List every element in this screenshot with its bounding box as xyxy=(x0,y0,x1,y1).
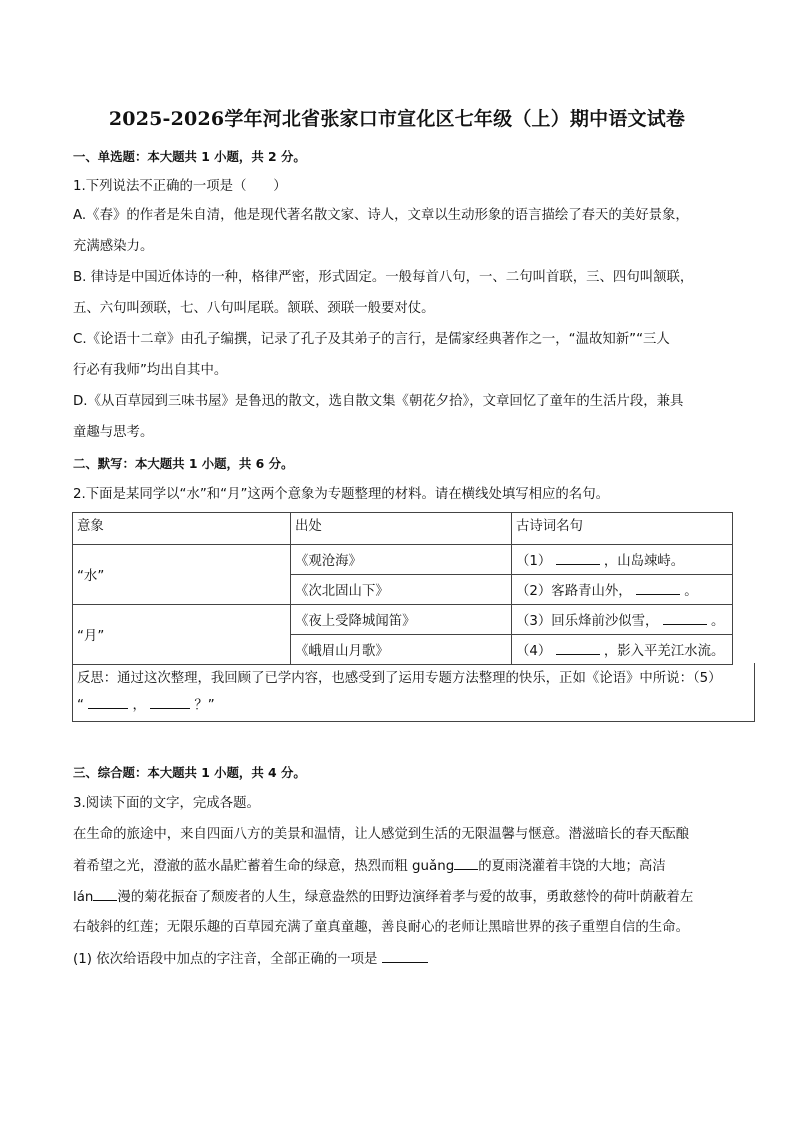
table-row xyxy=(73,545,733,575)
answer-blank[interactable] xyxy=(556,642,600,655)
source-cell: 《观沧海》 xyxy=(291,545,512,575)
verse-prefix: （3）回乐烽前沙似雪， xyxy=(516,614,659,629)
passage-text: 漫的菊花振奋了颓废者的人生，绿意盎然的田野边演绎着孝与爱的故事，勇敢慈怜的荷叶荫蔽着左 xyxy=(117,890,694,905)
verse-suffix: ，山岛竦峙。 xyxy=(603,554,685,569)
answer-blank[interactable] xyxy=(382,950,428,963)
header-image: 意象 xyxy=(73,513,291,545)
verse-cell xyxy=(512,605,733,635)
poetry-table xyxy=(72,512,733,665)
verse-cell xyxy=(512,575,733,605)
verse-prefix: （1） xyxy=(516,554,552,569)
verse-cell xyxy=(512,545,733,575)
answer-blank[interactable] xyxy=(150,696,190,709)
option-c-line-2: 行必有我师”均出自其中。 xyxy=(73,363,228,378)
quote-close: ？” xyxy=(194,698,215,713)
table-header-row xyxy=(73,513,733,545)
section-3-heading: 三、综合题：本大题共 1 小题，共 4 分。 xyxy=(73,765,306,780)
option-b-line-2: 五、六句叫颈联，七、八句叫尾联。颔联、颈联一般要对仗。 xyxy=(73,301,435,316)
question-3-stem: 3.阅读下面的文字，完成各题。 xyxy=(73,796,260,811)
table-row xyxy=(73,605,733,635)
option-a-line-2: 充满感染力。 xyxy=(73,239,154,254)
comma: ， xyxy=(132,698,146,713)
question-1-stem: 1.下列说法不正确的一项是（ ） xyxy=(73,179,287,194)
verse-prefix: （2）客路青山外， xyxy=(516,584,632,599)
source-cell: 《次北固山下》 xyxy=(291,575,512,605)
quote-open: “ xyxy=(77,698,84,713)
section-2-heading: 二、默写：本大题共 1 小题，共 6 分。 xyxy=(73,456,294,471)
answer-blank[interactable] xyxy=(663,612,707,625)
answer-blank[interactable] xyxy=(556,552,600,565)
verse-suffix: ，影入平羌江水流。 xyxy=(603,644,725,659)
passage-line-2 xyxy=(73,857,753,876)
option-d-line-2: 童趣与思考。 xyxy=(73,425,154,440)
subquestion-1 xyxy=(73,950,753,969)
exam-title: 2025-2026学年河北省张家口市宣化区七年级（上）期中语文试卷 xyxy=(108,108,686,130)
answer-blank[interactable] xyxy=(454,857,478,870)
header-verse: 古诗词名句 xyxy=(512,513,733,545)
reflection-line-2 xyxy=(77,694,215,713)
passage-text: lán xyxy=(73,890,94,905)
image-water: “水” xyxy=(73,545,291,605)
passage-line-1: 在生命的旅途中，来自四面八方的美景和温情，让人感觉到生活的无限温馨与惬意。潜滋暗长的春天酝酿 xyxy=(73,827,689,842)
passage-text: 着希望之光，澄澈的蓝水晶贮蓄着生命的绿意，热烈而粗 guǎng xyxy=(73,859,455,874)
verse-prefix: （4） xyxy=(516,644,552,659)
option-d-line-1: D.《从百草园到三味书屋》是鲁迅的散文，选自散文集《朝花夕拾》，文章回忆了童年的生活片段，兼具 xyxy=(73,394,684,409)
option-a-line-1: A.《春》的作者是朱自清，他是现代著名散文家、诗人，文章以生动形象的语言描绘了春天的美好景象， xyxy=(73,208,689,223)
answer-blank[interactable] xyxy=(636,582,680,595)
question-2-stem: 2.下面是某同学以“水”和“月”这两个意象为专题整理的材料。请在横线处填写相应的名句。 xyxy=(73,487,609,502)
header-source: 出处 xyxy=(291,513,512,545)
verse-cell xyxy=(512,635,733,665)
section-1-heading: 一、单选题：本大题共 1 小题，共 2 分。 xyxy=(73,149,306,164)
passage-line-3 xyxy=(73,888,753,907)
subquestion-text: (1) 依次给语段中加点的字注音，全部正确的一项是 xyxy=(73,952,378,967)
passage-line-4: 右敧斜的红莲；无限乐趣的百草园充满了童真童趣，善良耐心的老师让黑暗世界的孩子重塑自信的生命。 xyxy=(73,920,689,935)
passage-text: 的夏雨浇灌着丰饶的大地；高洁 xyxy=(478,859,666,874)
verse-suffix: 。 xyxy=(684,584,698,599)
reflection-line-1: 反思：通过这次整理，我回顾了已学内容，也感受到了运用专题方法整理的快乐，正如《论语》中所说：（5） xyxy=(77,671,722,686)
answer-blank[interactable] xyxy=(93,888,117,901)
answer-blank[interactable] xyxy=(88,696,128,709)
option-c-line-1: C.《论语十二章》由孔子编撰，记录了孔子及其弟子的言行，是儒家经典著作之一，“温故知新”“三人 xyxy=(73,332,670,347)
source-cell: 《夜上受降城闻笛》 xyxy=(291,605,512,635)
source-cell: 《峨眉山月歌》 xyxy=(291,635,512,665)
image-moon: “月” xyxy=(73,605,291,665)
reflection-box xyxy=(72,663,755,722)
verse-suffix: 。 xyxy=(710,614,725,629)
option-b-line-1: B. 律诗是中国近体诗的一种，格律严密，形式固定。一般每首八句，一、二句叫首联，三、四句叫颔联， xyxy=(73,270,694,285)
